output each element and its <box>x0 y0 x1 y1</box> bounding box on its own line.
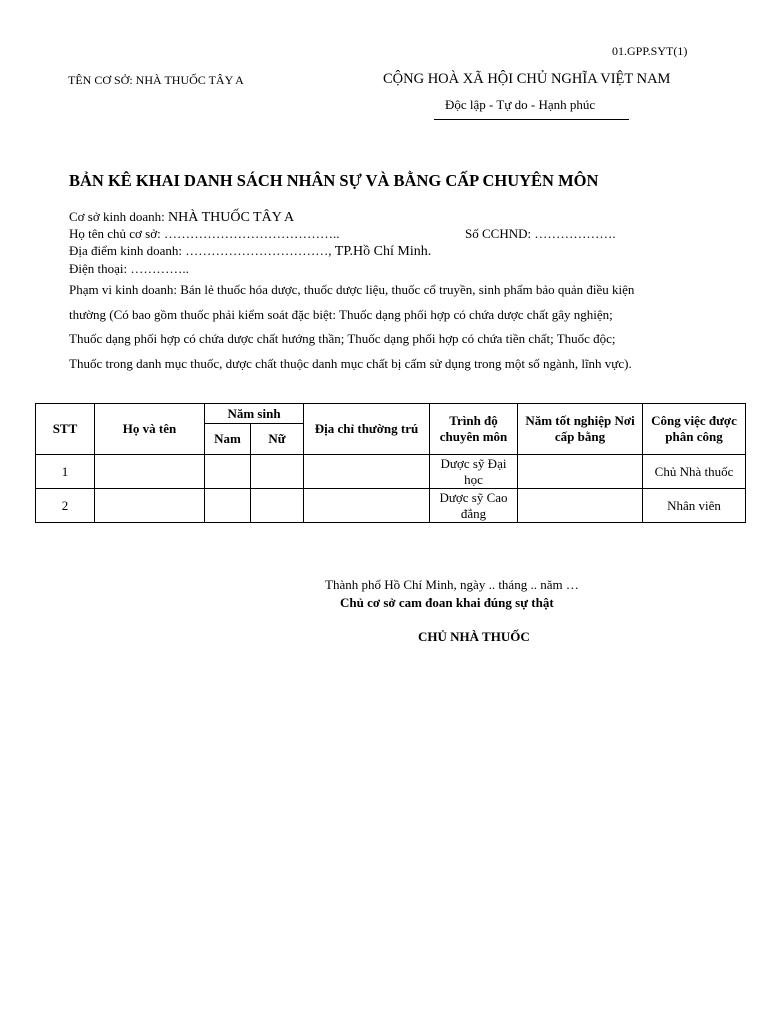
header-qualification: Trình độ chuyên môn <box>430 404 518 455</box>
cell-stt: 2 <box>36 489 95 523</box>
header-stt: STT <box>36 404 95 455</box>
owner-line <box>69 226 339 242</box>
form-code: 01.GPP.SYT(1) <box>612 44 688 58</box>
table-row <box>36 455 746 489</box>
owner-label: Họ tên chủ cơ sở: <box>69 226 161 241</box>
business-value: NHÀ THUỐC TÂY A <box>167 210 295 225</box>
national-motto: Độc lập - Tự do - Hạnh phúc <box>445 97 596 112</box>
document-title: BẢN KÊ KHAI DANH SÁCH NHÂN SỰ VÀ BẰNG CẤP CHUYÊN MÔN <box>69 171 599 190</box>
phone-line <box>69 261 189 277</box>
cell-graduation <box>518 489 643 523</box>
commitment-statement: Chủ cơ sở cam đoan khai đúng sự thật <box>340 595 554 610</box>
address-value: ……………………………, <box>185 243 332 258</box>
national-title: CỘNG HOÀ XÃ HỘI CHỦ NGHĨA VIỆT NAM <box>383 71 671 87</box>
scope-line: Phạm vi kinh doanh: Bán lẻ thuốc hóa dược, thuốc dược liệu, thuốc cổ truyền, sinh phẩm bảo quản điều kiện <box>69 282 635 297</box>
header-male: Nam <box>205 424 251 455</box>
header-graduation: Năm tốt nghiệp Nơi cấp bằng <box>518 404 643 455</box>
scope-line: thường (Có bao gồm thuốc phải kiểm soát đặc biệt: Thuốc dạng phối hợp có chứa dược chất gây nghiện; <box>69 306 613 322</box>
address-line <box>69 243 431 260</box>
facility-name: TÊN CƠ SỞ: NHÀ THUỐC TÂY A <box>68 73 244 87</box>
cell-name <box>95 489 205 523</box>
signer-title: CHỦ NHÀ THUỐC <box>418 629 530 644</box>
cell-role: Chủ Nhà thuốc <box>643 455 746 489</box>
cell-male <box>205 489 251 523</box>
table-row <box>36 489 746 523</box>
phone-label: Điện thoại: <box>69 261 128 276</box>
cchnd-label: Số CCHND: <box>465 226 532 241</box>
cell-qualification: Dược sỹ Cao đẳng <box>430 489 518 523</box>
cell-male <box>205 455 251 489</box>
cchnd-line <box>465 226 616 242</box>
cell-graduation <box>518 455 643 489</box>
cell-address <box>304 455 430 489</box>
header-female: Nữ <box>251 424 304 455</box>
cell-role: Nhân viên <box>643 489 746 523</box>
phone-value: ………….. <box>130 261 189 276</box>
address-city: TP.Hồ Chí Minh. <box>334 244 432 259</box>
address-label: Địa điểm kinh doanh: <box>69 243 183 258</box>
scope-line: Thuốc dạng phối hợp có chứa dược chất hướng thần; Thuốc dạng phối hợp có chứa tiền chất; Thuốc độc; <box>69 331 616 346</box>
cell-address <box>304 489 430 523</box>
header-birth-year: Năm sinh <box>205 404 304 424</box>
staff-table <box>35 403 746 523</box>
business-label: Cơ sở kinh doanh: <box>69 209 165 224</box>
cell-name <box>95 455 205 489</box>
business-line <box>69 209 294 226</box>
place-date: Thành phố Hồ Chí Minh, ngày .. tháng .. năm … <box>325 577 579 592</box>
owner-value: ………………………………….. <box>163 226 340 241</box>
business-scope <box>69 278 745 376</box>
cell-qualification: Dược sỹ Đại học <box>430 455 518 489</box>
cell-female <box>251 489 304 523</box>
cchnd-value: ………………. <box>534 226 616 241</box>
motto-underline <box>434 119 629 120</box>
cell-stt: 1 <box>36 455 95 489</box>
header-address: Địa chỉ thường trú <box>304 404 430 455</box>
cell-female <box>251 455 304 489</box>
scope-line: Thuốc trong danh mục thuốc, dược chất thuộc danh mục chất bị cấm sử dụng trong một số ngành, lĩnh vực). <box>69 355 632 371</box>
header-name: Họ và tên <box>95 404 205 455</box>
header-role: Công việc được phân công <box>643 404 746 455</box>
